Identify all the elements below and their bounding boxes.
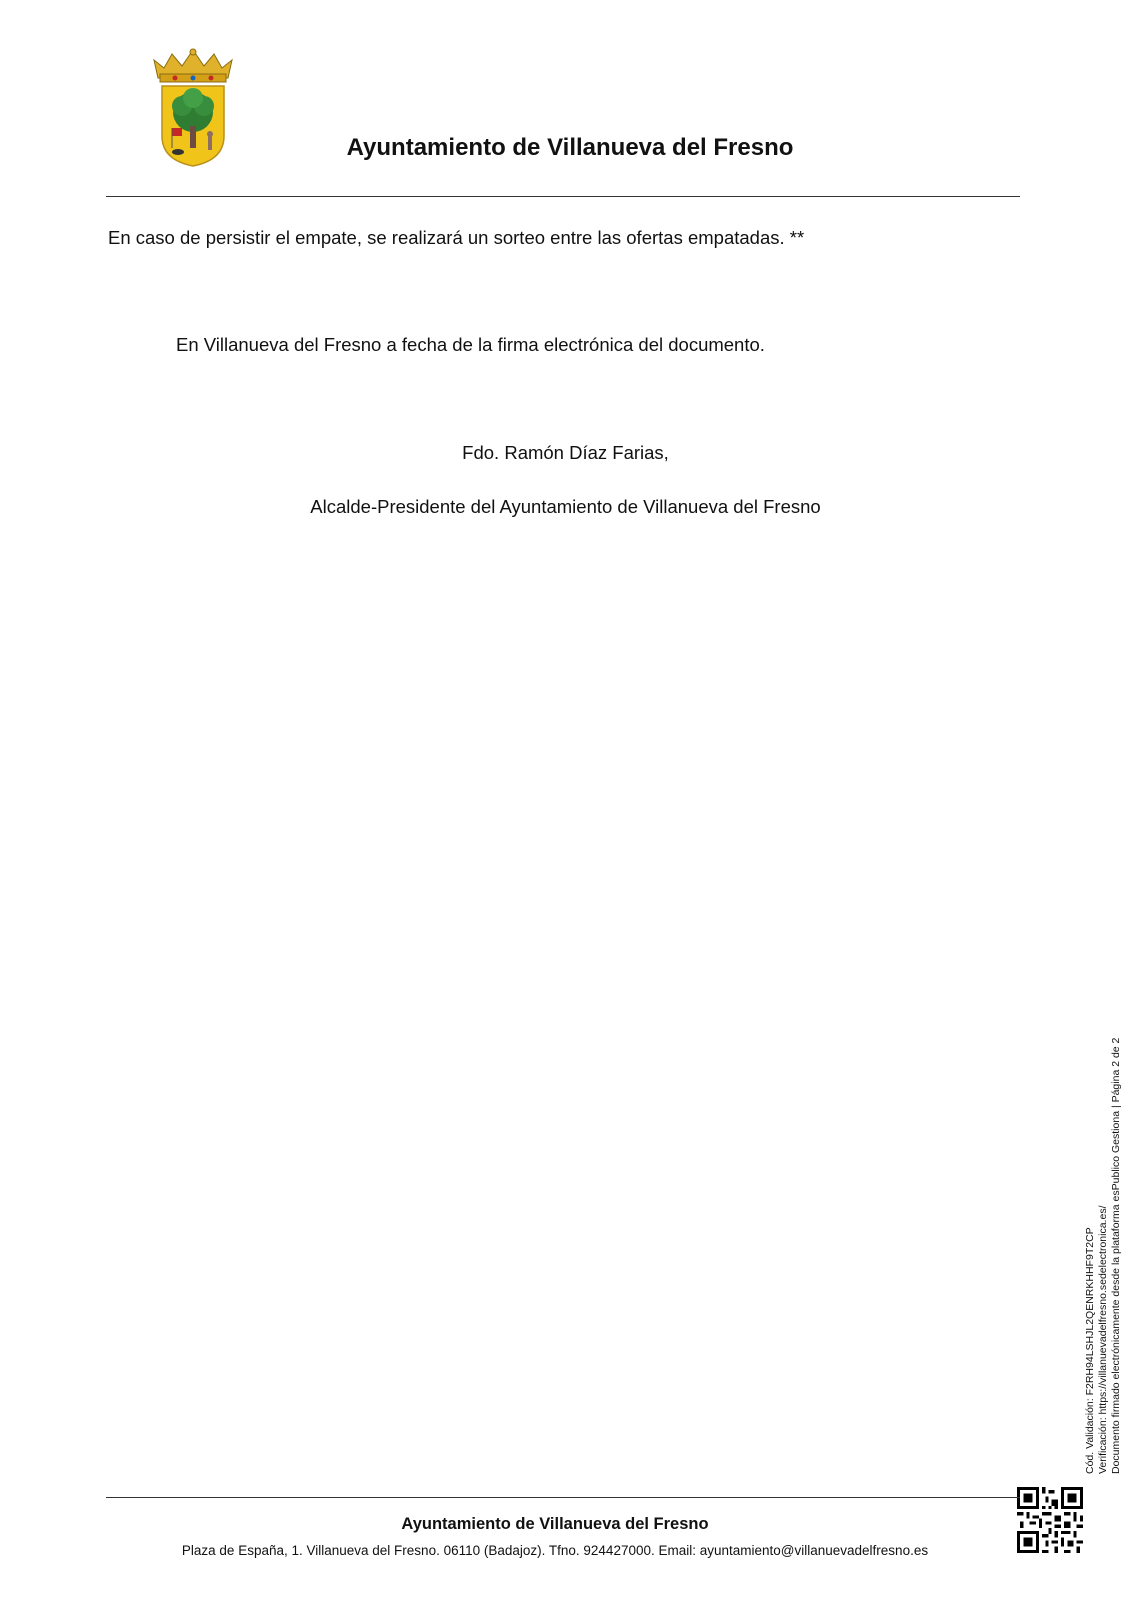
electronic-signature-stamp [1084, 994, 1123, 1474]
page-header-title: Ayuntamiento de Villanueva del Fresno [346, 134, 794, 161]
coat-of-arms-icon [150, 48, 236, 168]
tie-break-paragraph: En caso de persistir el empate, se realizará un sorteo entre las ofertas empatadas. ** [108, 227, 805, 248]
signed-note: Documento firmado electrónicamente desde la plataforma esPublico Gestiona | Página 2 de 2 [1110, 1037, 1122, 1474]
validation-code: Cód. Validación: F2RH94LSHJL2QENRKHHF9T2CP [1084, 1227, 1096, 1474]
signatory-name: Fdo. Ramón Díaz Farias, [462, 442, 669, 463]
footer-divider [106, 1497, 1020, 1498]
place-date-paragraph: En Villanueva del Fresno a fecha de la firma electrónica del documento. [176, 334, 765, 355]
header-divider [106, 196, 1020, 197]
signatory-role: Alcalde-Presidente del Ayuntamiento de Villanueva del Fresno [310, 496, 821, 517]
footer-title: Ayuntamiento de Villanueva del Fresno [401, 1515, 709, 1533]
footer-address: Plaza de España, 1. Villanueva del Fresno. 06110 (Badajoz). Tfno. 924427000. Email: ayuntamiento@villanuevadelfresno.es [181, 1543, 929, 1558]
verification-url: Verificación: https://villanuevadelfresno.sedelectronica.es/ [1097, 1205, 1109, 1474]
